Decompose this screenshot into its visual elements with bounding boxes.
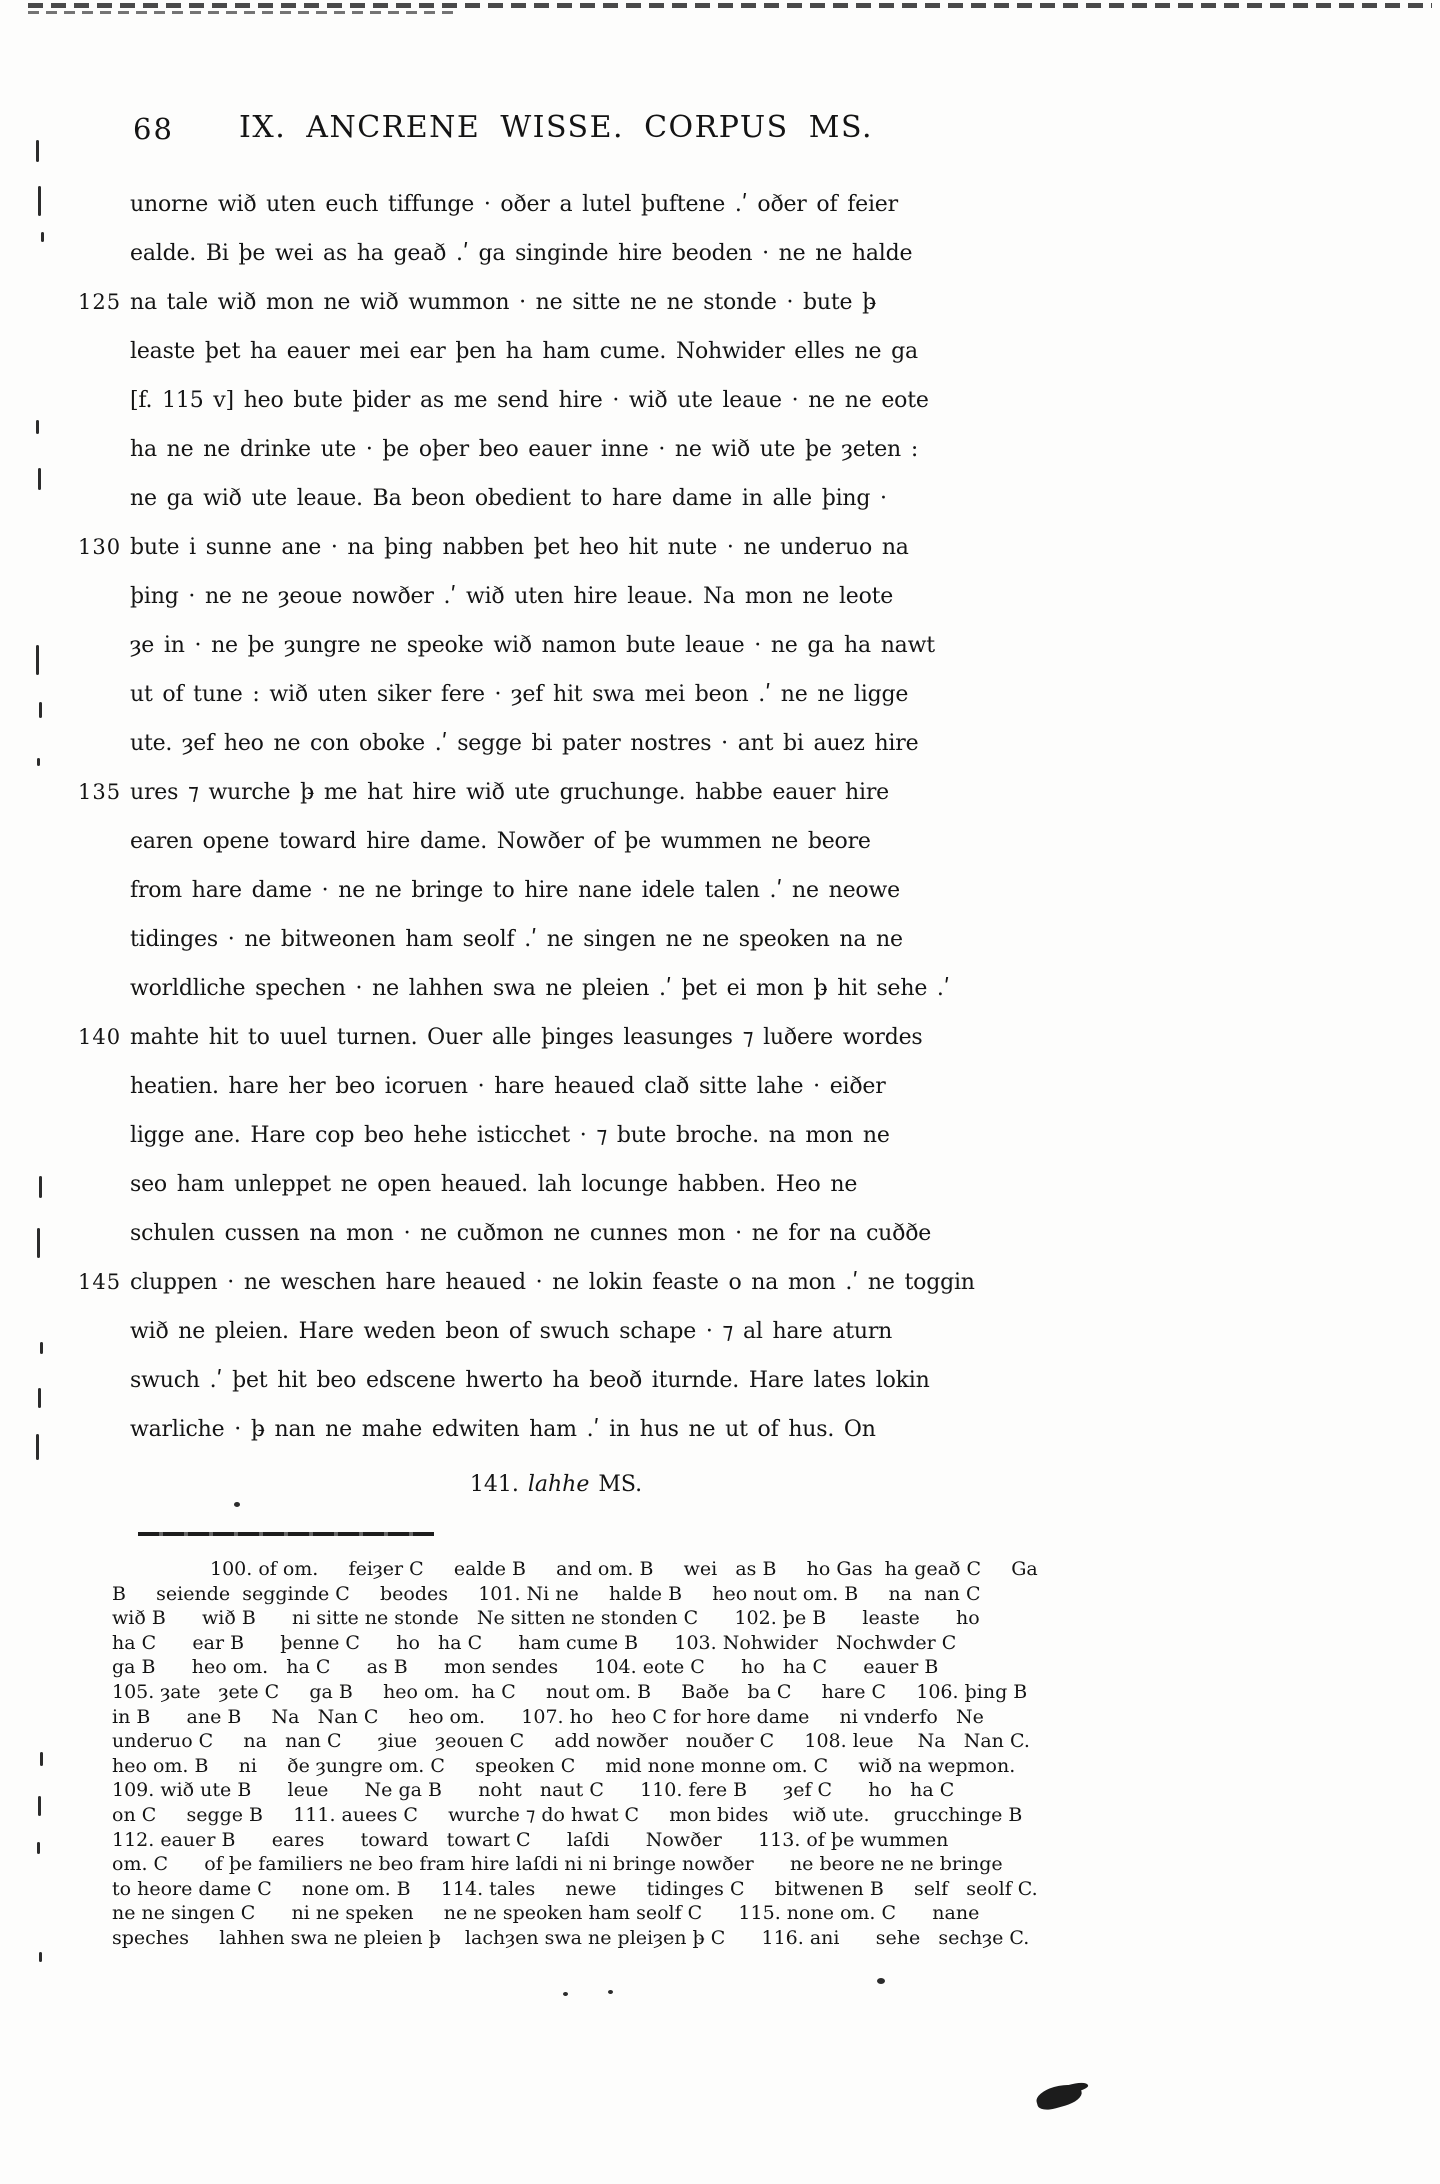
apparatus-line: 100. of om. feiȝer C ealde B and om. B wei as B ho Gas ha geað C Ga — [210, 1558, 1038, 1580]
line-text: ute. ȝef heo ne con oboke .ʹ segge bi pater nostres · ant bi auez hire — [130, 731, 919, 756]
scan-dot — [234, 1502, 240, 1507]
text-line — [78, 1356, 988, 1405]
text-line — [78, 817, 988, 866]
line-text: swuch .ʹ þet hit beo edscene hwerto ha beoð iturnde. Hare lates lokin — [130, 1368, 930, 1393]
text-line — [78, 768, 988, 817]
scan-artifact — [37, 1228, 40, 1258]
text-line — [78, 474, 988, 523]
scan-artifact — [41, 232, 44, 242]
margin-line-number: 130 — [78, 535, 122, 559]
text-line — [78, 964, 988, 1013]
line-text: þing · ne ne ȝeoue nowðer .ʹ wið uten hire leaue. Na mon ne leote — [130, 584, 894, 609]
text-line — [78, 425, 988, 474]
scan-artifact — [37, 758, 40, 766]
apparatus-separator-rule — [138, 1532, 434, 1536]
text-line — [78, 278, 988, 327]
scan-artifact-top-rule-2 — [28, 11, 458, 14]
line-text: ligge ane. Hare cop beo hehe isticchet · ⁊ bute broche. na mon ne — [130, 1123, 890, 1148]
line-text: ures ⁊ wurche þ̵ me hat hire wið ute gruchunge. habbe eauer hire — [130, 780, 889, 805]
scan-artifact — [39, 1952, 42, 1962]
text-line — [78, 180, 988, 229]
scan-artifact — [39, 1176, 42, 1198]
apparatus-line: in B ane B Na Nan C heo om. 107. ho heo C for hore dame ni vnderfo Ne — [112, 1705, 984, 1728]
line-text: tidinges · ne bitweonen ham seolf .ʹ ne singen ne ne speoken na ne — [130, 927, 903, 952]
line-text: schulen cussen na mon · ne cuðmon ne cunnes mon · ne for na cuððe — [130, 1221, 932, 1246]
text-line — [78, 1258, 988, 1307]
line-text: cluppen · ne weschen hare heaued · ne lokin feaste o na mon .ʹ ne toggin — [130, 1270, 975, 1295]
line-text: from hare dame · ne ne bringe to hire nane idele talen .ʹ ne neowe — [130, 878, 900, 903]
line-text: unorne wið uten euch tiffunge · oðer a lutel þuftene .ʹ oðer of feier — [130, 192, 898, 217]
ms-correction-note — [470, 1472, 642, 1497]
text-line — [78, 1209, 988, 1258]
apparatus-line: speches lahhen swa ne pleien þ̵ lachȝen swa ne pleiȝen þ̵ C 116. ani sehe sechȝe C. — [112, 1926, 1030, 1949]
line-text: mahte hit to uuel turnen. Ouer alle þinges leasunges ⁊ luðere wordes — [130, 1025, 923, 1050]
line-text: ealde. Bi þe wei as ha geað .ʹ ga singinde hire beoden · ne ne halde — [130, 241, 913, 266]
text-line — [78, 670, 988, 719]
scan-artifact — [38, 1796, 41, 1816]
line-text: heatien. hare her beo icoruen · hare heaued clað sitte lahe · eiðer — [130, 1074, 886, 1099]
scan-artifact — [38, 1388, 41, 1408]
note-ref: 141. — [469, 1472, 519, 1497]
scan-artifact — [39, 702, 42, 718]
scan-artifact — [38, 468, 41, 490]
text-line — [78, 327, 988, 376]
text-line — [78, 1160, 988, 1209]
apparatus-line: on C segge B 111. auees C wurche ⁊ do hwat C mon bides wið ute. grucchinge B — [112, 1803, 1023, 1826]
apparatus-line: ne ne singen C ni ne speken ne ne speoken ham seolf C 115. none om. C nane — [112, 1902, 980, 1925]
text-line — [78, 866, 988, 915]
text-line — [78, 719, 988, 768]
note-source: MS. — [598, 1472, 643, 1497]
margin-line-number: 140 — [78, 1025, 122, 1049]
main-text-block — [78, 180, 988, 1454]
text-line — [78, 1405, 988, 1454]
text-line — [78, 621, 988, 670]
line-text: warliche · þ̵ nan ne mahe edwiten ham .ʹ in hus ne ut of hus. On — [130, 1417, 876, 1442]
line-text: wið ne pleien. Hare weden beon of swuch schape · ⁊ al hare aturn — [130, 1319, 893, 1344]
apparatus-line: 109. wið ute B leue Ne ga B noht naut C 110. fere B ȝef C ho ha C — [112, 1779, 955, 1802]
running-header-title: IX. ANCRENE WISSE. CORPUS MS. — [239, 110, 873, 145]
apparatus-line: wið B wið B ni sitte ne stonde Ne sitten ne stonden C 102. þe B leaste ho — [112, 1607, 980, 1630]
line-text: [f. 115 v] heo bute þider as me send hire · wið ute leaue · ne ne eote — [130, 388, 929, 413]
scan-artifact — [36, 140, 39, 162]
page-number: 68 — [133, 112, 174, 146]
scan-artifact — [36, 420, 39, 434]
text-line — [78, 376, 988, 425]
margin-line-number: 125 — [78, 290, 122, 314]
scan-artifact-top-rule — [28, 3, 1432, 8]
critical-apparatus — [112, 1557, 1038, 1951]
apparatus-line: 112. eauer B eares toward towart C laſdi Nowðer 113. of þe wummen — [112, 1828, 949, 1851]
apparatus-line: underuo C na nan C ȝiue ȝeouen C add nowðer nouðer C 108. leue Na Nan C. — [112, 1730, 1030, 1753]
text-line — [78, 1307, 988, 1356]
ink-blot-artifact — [1034, 2080, 1084, 2113]
text-line — [78, 523, 988, 572]
scan-dot — [608, 1990, 613, 1994]
scan-dot — [563, 1992, 568, 1996]
apparatus-line: om. C of þe familiers ne beo fram hire laſdi ni ni bringe nowðer ne beore ne ne bringe — [112, 1853, 1003, 1876]
scan-artifact — [37, 1842, 40, 1854]
line-text: ha ne ne drinke ute · þe oþer beo eauer inne · ne wið ute þe ȝeten : — [130, 437, 919, 462]
line-text: leaste þet ha eauer mei ear þen ha ham cume. Nohwider elles ne ga — [130, 339, 918, 364]
scan-artifact — [36, 1434, 39, 1460]
text-line — [78, 572, 988, 621]
line-text: ut of tune : wið uten siker fere · ȝef hit swa mei beon .ʹ ne ne ligge — [130, 682, 909, 707]
apparatus-line: ha C ear B þenne C ho ha C ham cume B 103. Nohwider Nochwder C — [112, 1631, 957, 1654]
scan-artifact — [40, 1752, 43, 1766]
line-text: worldliche spechen · ne lahhen swa ne pleien .ʹ þet ei mon þ̵ hit sehe .ʹ — [130, 976, 950, 1001]
line-text: na tale wið mon ne wið wummon · ne sitte ne ne stonde · bute þ̵ — [130, 290, 877, 315]
text-line — [78, 915, 988, 964]
apparatus-line: heo om. B ni ðe ȝungre om. C speoken C mid none monne om. C wið na wepmon. — [112, 1754, 1016, 1777]
text-line — [78, 1013, 988, 1062]
apparatus-line: to heore dame C none om. B 114. tales newe tidinges C bitwenen B self seolf C. — [112, 1877, 1038, 1900]
line-text: ne ga wið ute leaue. Ba beon obedient to hare dame in alle þing · — [130, 486, 887, 511]
scan-artifact — [38, 186, 41, 216]
line-text: ȝe in · ne þe ȝungre ne speoke wið namon bute leaue · ne ga ha nawt — [130, 633, 935, 658]
apparatus-line: B seiende segginde C beodes 101. Ni ne halde B heo nout om. B na nan C — [112, 1582, 981, 1605]
line-text: seo ham unleppet ne open heaued. lah locunge habben. Heo ne — [130, 1172, 858, 1197]
text-line — [78, 229, 988, 278]
line-text: earen opene toward hire dame. Nowðer of þe wummen ne beore — [130, 829, 871, 854]
note-lemma: lahhe — [527, 1472, 590, 1497]
margin-line-number: 145 — [78, 1270, 122, 1294]
scan-artifact — [36, 645, 39, 675]
text-line — [78, 1111, 988, 1160]
scan-dot — [877, 1978, 885, 1984]
apparatus-line: 105. ȝate ȝete C ga B heo om. ha C nout om. B Baðe ba C hare C 106. þing B — [112, 1680, 1028, 1703]
apparatus-line: ga B heo om. ha C as B mon sendes 104. eote C ho ha C eauer B — [112, 1656, 939, 1679]
scan-artifact — [40, 1342, 43, 1354]
text-line — [78, 1062, 988, 1111]
line-text: bute i sunne ane · na þing nabben þet heo hit nute · ne underuo na — [130, 535, 909, 560]
margin-line-number: 135 — [78, 780, 122, 804]
